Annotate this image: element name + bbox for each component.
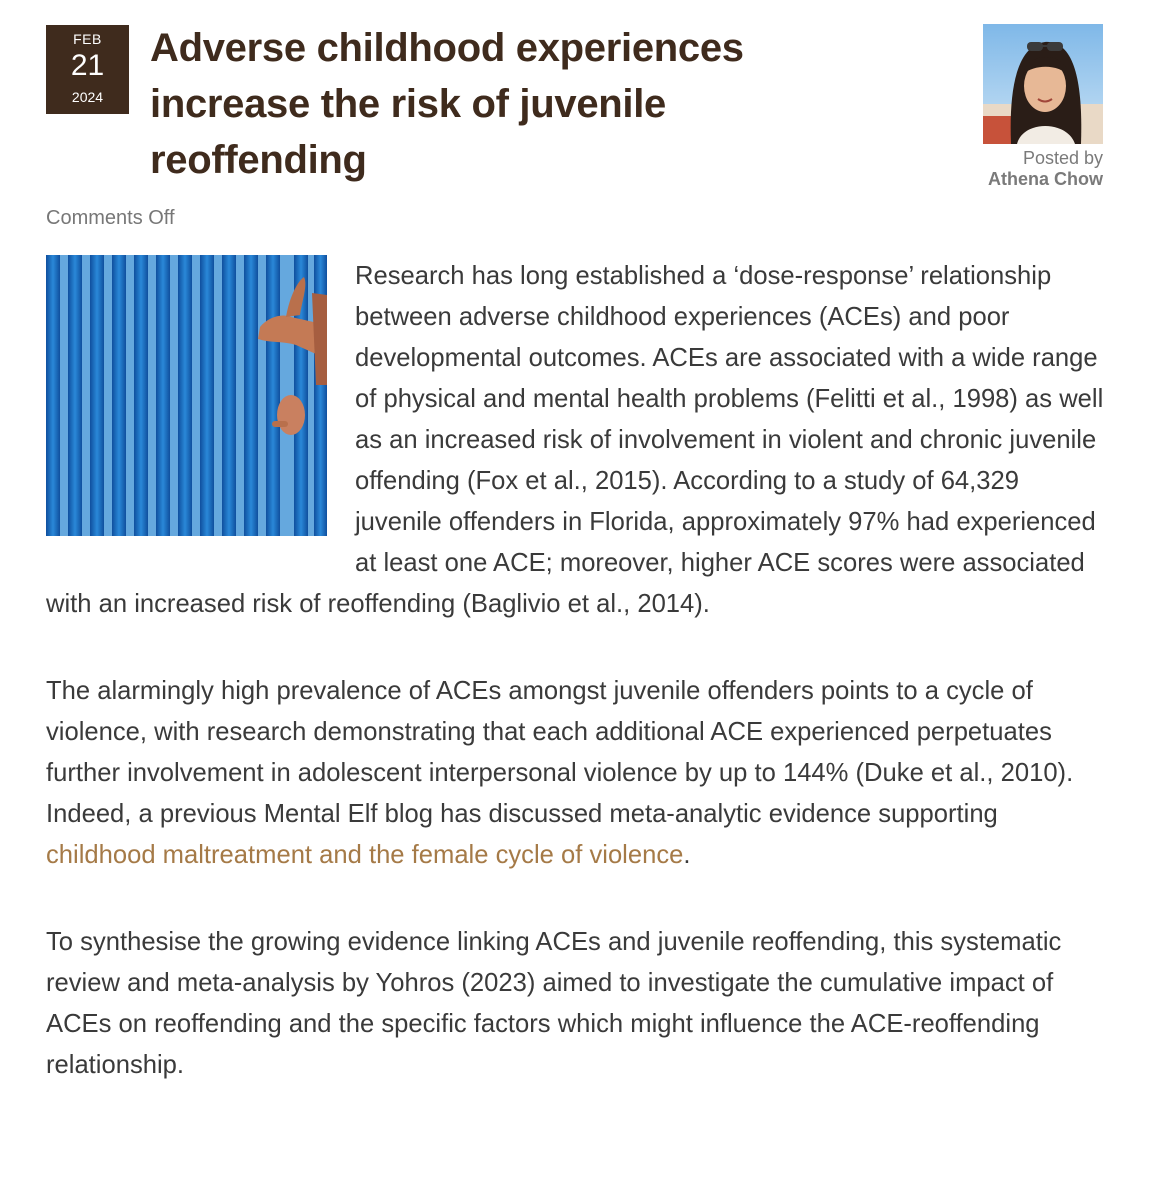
posted-by-label: Posted by: [1022, 148, 1103, 168]
image-float-spacer: [46, 256, 355, 584]
article-body: [46, 256, 1106, 1132]
author-avatar-icon: [983, 24, 1103, 144]
article-paragraph-1-text: Research has long established a ‘dose-response’ relationship between adverse childhood experiences (ACEs) and poor developmental outcomes. ACEs are associated with a wide range of physical and mental health problems (Felitti et al., 1998) as well as an increased risk of involvement in violent and chronic juvenile offending (Fox et al., 2015). According to a study of 64,329 juvenile offenders in Florida, approximately 97% had experienced at least one ACE; moreover, higher ACE scores were associated with an increased risk of reoffending (Baglivio et al., 2014).: [46, 262, 1104, 618]
posted-by: [988, 148, 1103, 190]
article-paragraph-2: [46, 671, 1106, 876]
post-date-month: FEB: [73, 31, 102, 47]
article-paragraph-2-end: .: [683, 841, 691, 869]
author-avatar[interactable]: [983, 24, 1103, 144]
post-title[interactable]: Adverse childhood experiences increase the risk of juvenile reoffending: [150, 26, 744, 182]
post-date-badge: [46, 25, 129, 114]
article-paragraph-1: [46, 256, 1106, 625]
post-date-year: 2024: [71, 89, 104, 105]
article-paragraph-2-text: The alarmingly high prevalence of ACEs amongst juvenile offenders points to a cycle of violence, with research demonstrating that each additional ACE experienced perpetuates further involvement in adolescent interpersonal violence by up to 144% (Duke et al., 2010). Indeed, a previous Mental Elf blog has discussed meta-analytic evidence supporting: [46, 677, 1074, 828]
author-name-link[interactable]: Athena Chow: [988, 169, 1103, 189]
article-paragraph-3: To synthesise the growing evidence linking ACEs and juvenile reoffending, this systematic review and meta-analysis by Yohros (2023) aimed to investigate the cumulative impact of ACEs on reoffending and the specific factors which might influence the ACE-reoffending relationship.: [46, 928, 1062, 1079]
comments-status: Comments Off: [46, 207, 175, 229]
related-blog-link[interactable]: childhood maltreatment and the female cycle of violence: [46, 841, 684, 869]
post-date-day: 21: [70, 49, 105, 82]
